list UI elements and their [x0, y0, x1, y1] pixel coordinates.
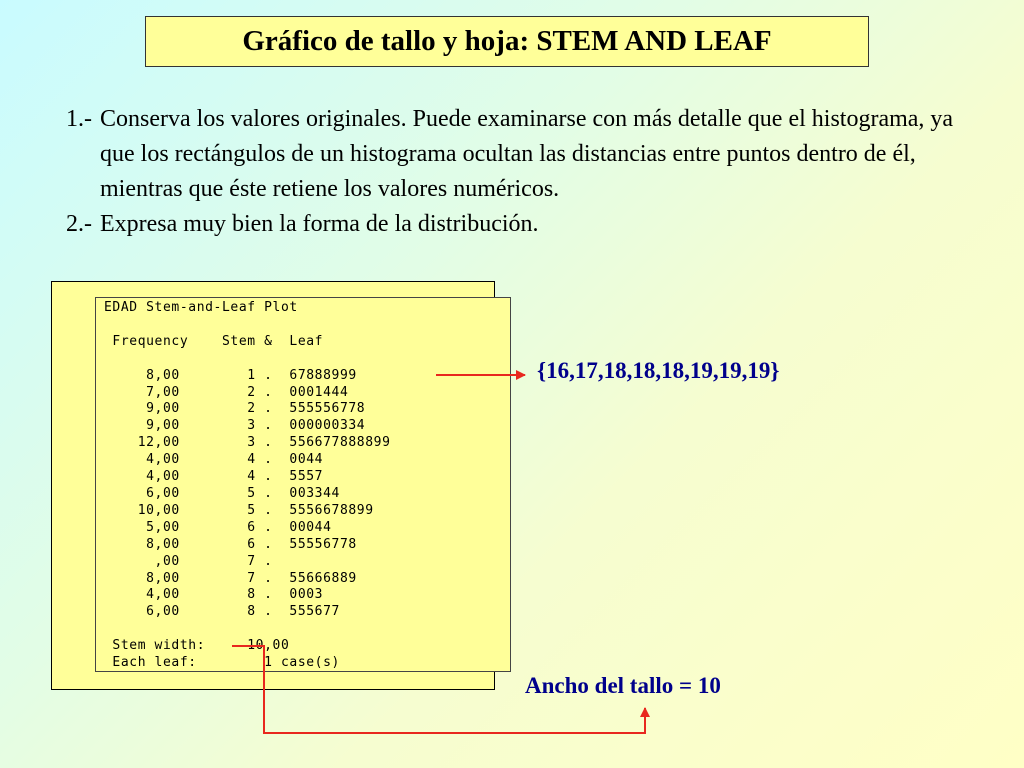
point-1: [66, 102, 966, 207]
point-1-text: Conserva los valores originales. Puede examinarse con más detalle que el histograma, ya que los rectángulos de un histograma ocultan las distancias entre puntos dentro de él, mientras que éste retiene los valores numéricos.: [100, 106, 954, 202]
point-2-number: 2.-: [66, 211, 92, 237]
first-stem-values-note: {16,17,18,18,18,19,19,19}: [537, 358, 780, 383]
intro-points: [66, 102, 966, 242]
point-1-number: 1.-: [66, 106, 92, 132]
title-box: [145, 16, 869, 67]
stem-leaf-output: EDAD Stem-and-Leaf Plot Frequency Stem & Leaf 8,00 1 . 67888999 7,00 2 . 0001444 9,00 2 . 555556778 9,00 3 . 000000334 12,00 3 . 556677888899 4,00 4 . 0044 4,00 4 . 5557 6,00 5 . 003344 10,00 5 . 5556678899 5,00 6 . 00044 8,00 6 . 55556778 ,00 7 . 8,00 7 . 55666889 4,00 8 . 0003 6,00 8 . 555677 Stem width: 10,00 Each leaf: 1 case(s): [104, 300, 391, 671]
point-2-text: Expresa muy bien la forma de la distribución.: [100, 211, 539, 237]
point-2: [66, 207, 966, 242]
stem-width-note: Ancho del tallo = 10: [525, 673, 721, 698]
slide-title: Gráfico de tallo y hoja: STEM AND LEAF: [242, 25, 772, 57]
